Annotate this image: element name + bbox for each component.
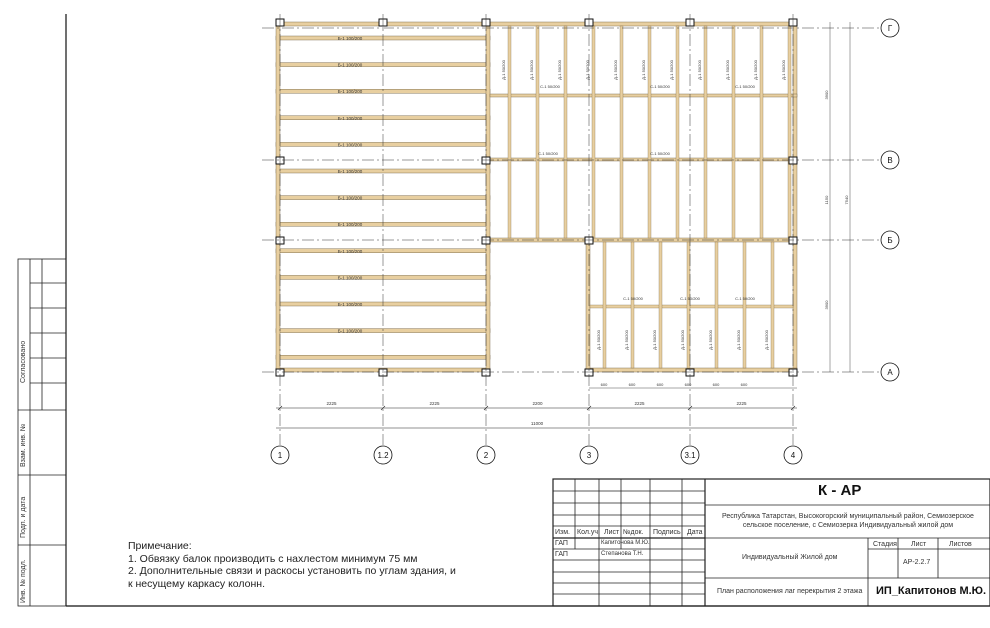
joist-label: Д-1 50/200 bbox=[501, 60, 506, 80]
tie-lower bbox=[590, 305, 793, 308]
dim-text-small: 600 bbox=[740, 382, 748, 387]
notes-heading: Примечание: bbox=[128, 540, 192, 552]
dim-text-right: 1150 bbox=[824, 195, 829, 205]
joist-label: Д-1 50/200 bbox=[697, 60, 702, 80]
joist-d1 bbox=[648, 26, 651, 238]
axis-label: 1 bbox=[277, 451, 283, 460]
hdr-sheet: Лист bbox=[604, 529, 620, 536]
dim-text-small: 600 bbox=[628, 382, 636, 387]
dim-text-small: 600 bbox=[712, 382, 720, 387]
axis-label: Г bbox=[887, 24, 893, 33]
project-name: Индивидуальный Жилой дом bbox=[742, 554, 838, 561]
joist-label: Д-1 50/200 bbox=[585, 60, 590, 80]
beam-label: Б-1 100/200 bbox=[337, 169, 363, 174]
joist-d1 bbox=[760, 26, 763, 238]
joist-label: Д-1 50/200 bbox=[529, 60, 534, 80]
joist-label: Д-1 50/200 bbox=[736, 330, 741, 350]
beam-label: Б-1 100/200 bbox=[337, 115, 363, 121]
sheet-label: Лист bbox=[911, 541, 927, 548]
tie-label: С-1 50/200 bbox=[680, 296, 700, 301]
rim-top-right bbox=[490, 22, 797, 26]
joist-d1 bbox=[788, 26, 791, 238]
rim-beam-mid bbox=[486, 22, 490, 372]
stage-label: Стадия bbox=[873, 541, 897, 548]
axis-label: Б bbox=[887, 236, 893, 245]
floor-joist-plan bbox=[276, 19, 797, 376]
joist-d1 bbox=[508, 26, 511, 238]
joist-label: Д-1 50/200 bbox=[764, 330, 769, 350]
role-2: ГАП bbox=[555, 551, 568, 558]
rim-axis-3 bbox=[586, 242, 590, 372]
dim-total-right: 7540 bbox=[844, 195, 849, 205]
joist-label: Д-1 50/200 bbox=[624, 330, 629, 350]
joist-d1 bbox=[676, 26, 679, 238]
tie-label: С-1 50/200 bbox=[540, 84, 560, 89]
joist-label: Д-1 50/200 bbox=[557, 60, 562, 80]
beam-label: Б-1 100/200 bbox=[337, 142, 363, 148]
person-1: Капитонова М.Ю. bbox=[601, 540, 650, 546]
dim-text: 2200 bbox=[532, 401, 543, 406]
hdr-signature: Подпись bbox=[653, 529, 681, 536]
dim-text: 2225 bbox=[736, 401, 747, 406]
joist-d1-lower bbox=[743, 242, 746, 368]
beam-label: Б-1 100/200 bbox=[337, 275, 363, 281]
axis-label: 3.1 bbox=[684, 451, 696, 460]
role-1: ГАП bbox=[555, 540, 568, 547]
tie-label: С-1 50/200 bbox=[650, 151, 670, 156]
joist-d1-lower bbox=[603, 242, 606, 368]
hdr-date: Дата bbox=[687, 529, 703, 536]
joist-d1 bbox=[564, 26, 567, 238]
joist-label: Д-1 50/200 bbox=[753, 60, 758, 80]
dim-text-right: 3900 bbox=[824, 300, 829, 310]
beam-label: Б-1 100/200 bbox=[337, 328, 363, 334]
stamp-orig-inv: Инв. № подл. bbox=[20, 559, 27, 603]
joist-label: Д-1 50/200 bbox=[781, 60, 786, 80]
beam-label: Б-1 100/200 bbox=[337, 302, 363, 307]
joist-label: Д-1 50/200 bbox=[725, 60, 730, 80]
beam-label: Б-1 100/200 bbox=[337, 89, 363, 95]
tie-label: С-1 50/200 bbox=[650, 84, 670, 89]
dim-text-small: 600 bbox=[684, 382, 692, 387]
beam-label: Б-1 100/200 bbox=[337, 36, 363, 41]
dim-text-small: 600 bbox=[600, 382, 608, 387]
joist-label: Д-1 50/200 bbox=[708, 330, 713, 350]
sheet-number: АР-2.2.7 bbox=[903, 559, 931, 566]
note-line-1: 1. Обвязку балок производить с нахлестом минимум 75 мм bbox=[128, 552, 418, 565]
axis-label: 3 bbox=[586, 451, 592, 460]
joist-d1 bbox=[620, 26, 623, 238]
stamp-agreed: Согласовано bbox=[20, 340, 27, 383]
note-line-2: 2. Дополнительные связи и раскосы установить по углам здания, и bbox=[128, 565, 456, 577]
stamp-sign-date: Подп. и дата bbox=[20, 496, 27, 538]
dim-text: 2225 bbox=[634, 401, 645, 406]
joist-label: Д-1 50/200 bbox=[652, 330, 657, 350]
drawing-title: План расположения лаг перекрытия 2 этажа bbox=[717, 588, 863, 595]
axis-label: 2 bbox=[483, 451, 489, 460]
axis-label: А bbox=[887, 368, 893, 377]
joist-label: Д-1 50/200 bbox=[669, 60, 674, 80]
doc-code: К - АР bbox=[818, 482, 862, 499]
sheets-label: Листов bbox=[949, 541, 972, 548]
hdr-docno: №док. bbox=[623, 529, 644, 536]
beam-label: Б-1 100/200 bbox=[337, 195, 363, 201]
joist-d1-lower bbox=[715, 242, 718, 368]
tie-label: С-1 50/200 bbox=[623, 296, 643, 301]
joist-d1-lower bbox=[687, 242, 690, 368]
joist-label: Д-1 50/200 bbox=[613, 60, 618, 80]
dim-total: 11000 bbox=[530, 421, 544, 426]
tie-label: С-1 50/200 bbox=[735, 296, 755, 301]
joist-d1 bbox=[704, 26, 707, 238]
joist-d1-lower bbox=[631, 242, 634, 368]
beam-label: Б-1 100/200 bbox=[337, 62, 363, 68]
joist-d1 bbox=[592, 26, 595, 238]
author-name: ИП_Капитонов М.Ю. bbox=[876, 585, 987, 597]
axis-label: 4 bbox=[790, 451, 796, 460]
joist-d1 bbox=[536, 26, 539, 238]
joist-label: Д-1 50/200 bbox=[680, 330, 685, 350]
joist-label: Д-1 50/200 bbox=[596, 330, 601, 350]
rim-beam-left bbox=[276, 22, 280, 372]
axis-label: 1.2 bbox=[377, 451, 389, 460]
tie-label: С-1 50/200 bbox=[735, 84, 755, 89]
rim-beam-right bbox=[793, 22, 797, 372]
axis-label: В bbox=[887, 156, 893, 165]
notes-block bbox=[128, 540, 456, 590]
dim-text: 2225 bbox=[429, 401, 440, 406]
note-line-3: к несущему каркасу колонн. bbox=[128, 577, 266, 590]
dim-text-small: 600 bbox=[656, 382, 664, 387]
stamp-replace-inv: Взам. инв. № bbox=[20, 423, 27, 467]
tie-label: С-1 50/200 bbox=[538, 151, 558, 156]
joist-d1-lower bbox=[659, 242, 662, 368]
dim-text-right: 3900 bbox=[824, 90, 829, 100]
hdr-count: Кол.уч bbox=[577, 529, 598, 536]
dim-text: 2225 bbox=[326, 401, 337, 406]
beam-label: Б-1 100/200 bbox=[337, 248, 363, 254]
joist-d1-lower bbox=[771, 242, 774, 368]
joist-d1 bbox=[732, 26, 735, 238]
person-2: Степанова Т.Н. bbox=[601, 551, 644, 557]
hdr-change: Изм. bbox=[555, 529, 570, 536]
beam-label: Б-1 100/200 bbox=[337, 222, 363, 228]
joist-label: Д-1 50/200 bbox=[641, 60, 646, 80]
site-address: Республика Татарстан, Высокогорский муниципальный район, Семиозерское сельское поселение, с Семиозерка Индивидуальный жилой дом bbox=[722, 513, 974, 529]
